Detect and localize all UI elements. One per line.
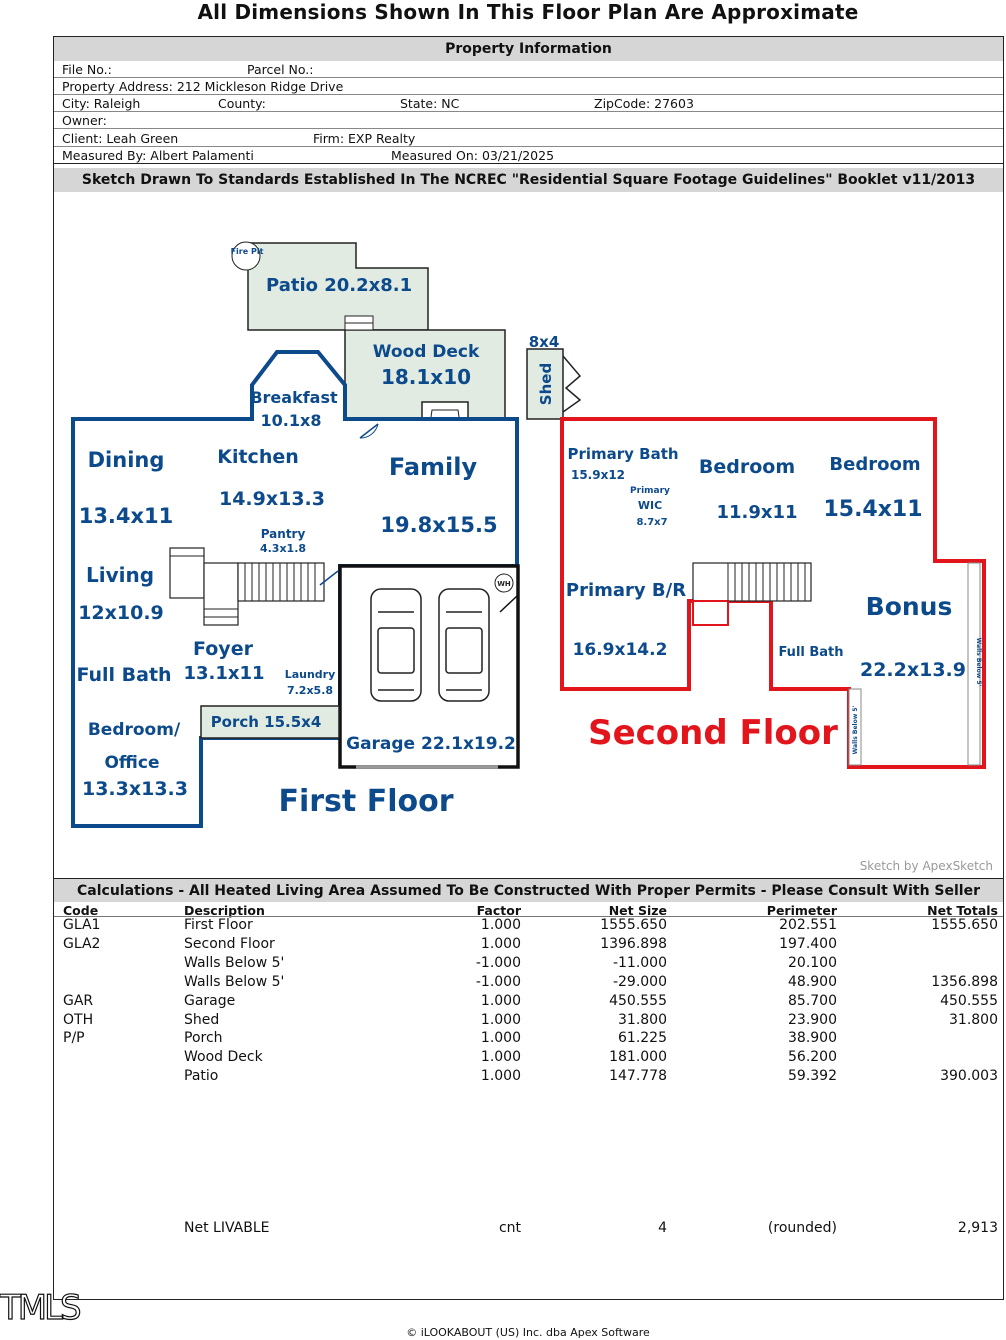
cell-code: GLA1 bbox=[63, 917, 101, 933]
cell-description: Shed bbox=[184, 1011, 220, 1028]
col-net-size: Net Size bbox=[608, 903, 667, 918]
cell-factor: 1.000 bbox=[480, 935, 521, 952]
bonus-size: 22.2x13.9 bbox=[859, 659, 967, 681]
info-row-owner bbox=[54, 112, 1003, 129]
cell-perimeter: 38.900 bbox=[788, 1030, 837, 1047]
laundry-size: 7.2x5.8 bbox=[286, 684, 334, 697]
wood-deck-label: Wood Deck bbox=[372, 342, 480, 362]
full-bath-label: Full Bath bbox=[76, 664, 172, 686]
second-floor-title: Second Floor bbox=[588, 713, 838, 753]
net-livable-factor: cnt bbox=[498, 1220, 521, 1236]
cell-net-size: 147.778 bbox=[609, 1068, 667, 1085]
cell-description: Second Floor bbox=[184, 935, 275, 952]
primary-bath-label: Primary Bath bbox=[567, 445, 679, 463]
primary-wic-label-2: WIC bbox=[637, 499, 663, 512]
measured-on: Measured On: 03/21/2025 bbox=[391, 148, 555, 163]
floor-plan-sketch bbox=[54, 192, 1003, 878]
cell-perimeter: 20.100 bbox=[788, 954, 837, 971]
foyer-size: 13.1x11 bbox=[183, 663, 265, 684]
second-full-bath-label: Full Bath bbox=[778, 645, 844, 660]
cell-net-total: 1555.650 bbox=[931, 917, 998, 933]
cell-factor: 1.000 bbox=[480, 1011, 521, 1028]
living-label: Living bbox=[85, 563, 155, 587]
cell-perimeter: 23.900 bbox=[788, 1011, 837, 1028]
client: Client: Leah Green bbox=[62, 131, 179, 146]
laundry-label: Laundry bbox=[284, 668, 336, 681]
dining-label: Dining bbox=[87, 448, 165, 472]
info-row-measured bbox=[54, 147, 1003, 164]
measured-by: Measured By: Albert Palamenti bbox=[62, 148, 254, 163]
cell-net-total: 1356.898 bbox=[931, 973, 998, 990]
cell-net-total: 31.800 bbox=[949, 1011, 998, 1028]
cell-perimeter: 85.700 bbox=[788, 992, 837, 1009]
car-icon-left bbox=[371, 589, 421, 701]
porch-label: Porch 15.5x4 bbox=[210, 713, 322, 731]
cell-net-size: 1555.650 bbox=[600, 917, 667, 933]
owner: Owner: bbox=[62, 113, 107, 128]
primary-br-label: Primary B/R bbox=[565, 580, 687, 601]
col-description: Description bbox=[184, 903, 265, 918]
mls-logo: TMLS bbox=[0, 1288, 79, 1328]
bonus-label: Bonus bbox=[865, 592, 953, 621]
shed-size: 8x4 bbox=[528, 333, 560, 351]
cell-net-size: 61.225 bbox=[618, 1030, 667, 1047]
city: City: Raleigh bbox=[62, 96, 141, 111]
firm: Firm: EXP Realty bbox=[313, 131, 416, 146]
first-floor-title: First Floor bbox=[278, 784, 454, 819]
fire-pit-label: Fire Pit bbox=[230, 247, 264, 256]
sketch-credit: Sketch by ApexSketch bbox=[859, 859, 993, 873]
cell-perimeter: 56.200 bbox=[788, 1049, 837, 1066]
family-label: Family bbox=[388, 453, 478, 481]
cell-factor: 1.000 bbox=[480, 1068, 521, 1085]
cell-code: OTH bbox=[63, 1011, 94, 1028]
cell-net-total: 390.003 bbox=[940, 1068, 998, 1085]
bedroom-office-label-2: Office bbox=[104, 753, 160, 773]
info-row-address bbox=[54, 78, 1003, 95]
shed-door bbox=[563, 356, 580, 412]
patio-label: Patio 20.2x8.1 bbox=[266, 275, 413, 296]
cell-factor: 1.000 bbox=[480, 1049, 521, 1066]
cell-description: Walls Below 5' bbox=[184, 954, 285, 971]
cell-net-size: 181.000 bbox=[609, 1049, 667, 1066]
net-livable-count: 4 bbox=[658, 1220, 667, 1236]
cell-net-size: -29.000 bbox=[612, 973, 667, 990]
info-row-city bbox=[54, 95, 1003, 112]
net-livable-label: Net LIVABLE bbox=[184, 1220, 270, 1236]
primary-wic-size: 8.7x7 bbox=[636, 517, 668, 528]
dining-size: 13.4x11 bbox=[78, 504, 174, 528]
bedroom-b-size: 15.4x11 bbox=[823, 497, 923, 522]
cell-perimeter: 48.900 bbox=[788, 973, 837, 990]
col-net-totals: Net Totals bbox=[927, 903, 998, 918]
walls-below-label-a: Walls Below 5' bbox=[975, 637, 982, 687]
col-factor: Factor bbox=[476, 903, 521, 918]
family-size: 19.8x15.5 bbox=[380, 513, 498, 537]
cell-net-size: 31.800 bbox=[618, 1011, 667, 1028]
cell-perimeter: 202.551 bbox=[779, 917, 837, 933]
cell-net-size: 1396.898 bbox=[600, 935, 667, 952]
walls-below-label-b: Walls Below 5' bbox=[852, 705, 859, 755]
file-no: File No.: bbox=[62, 62, 112, 77]
wood-deck-size: 18.1x10 bbox=[380, 365, 472, 389]
col-perimeter: Perimeter bbox=[766, 903, 837, 918]
property-info-header: Property Information bbox=[54, 37, 1003, 61]
kitchen-label: Kitchen bbox=[217, 446, 299, 468]
living-size: 12x10.9 bbox=[78, 602, 164, 624]
cell-factor: 1.000 bbox=[480, 992, 521, 1009]
county: County: bbox=[218, 96, 266, 111]
cell-net-total: 450.555 bbox=[940, 992, 998, 1009]
parcel-no: Parcel No.: bbox=[247, 62, 314, 77]
cell-factor: -1.000 bbox=[475, 954, 521, 971]
calculations-header: Calculations - All Heated Living Area Assumed To Be Constructed With Proper Permits - Please Consult With Seller bbox=[54, 878, 1003, 902]
cell-factor: -1.000 bbox=[475, 973, 521, 990]
first-floor-stairs bbox=[238, 563, 324, 601]
property-address: Property Address: 212 Mickleson Ridge Drive bbox=[62, 79, 344, 94]
page-title: All Dimensions Shown In This Floor Plan Are Approximate bbox=[197, 0, 859, 24]
shed-label: Shed bbox=[537, 362, 555, 406]
pantry-label: Pantry bbox=[260, 527, 306, 541]
bedroom-office-size: 13.3x13.3 bbox=[81, 778, 189, 800]
primary-bath-size: 15.9x12 bbox=[570, 468, 626, 482]
bedroom-a-size: 11.9x11 bbox=[716, 502, 798, 523]
garage-label: Garage 22.1x19.2 bbox=[346, 734, 516, 754]
cell-code: GAR bbox=[63, 992, 94, 1009]
cell-perimeter: 197.400 bbox=[779, 935, 837, 952]
foyer-label: Foyer bbox=[193, 638, 253, 660]
cell-factor: 1.000 bbox=[480, 1030, 521, 1047]
bedroom-b-label: Bedroom bbox=[829, 454, 921, 475]
pantry-size: 4.3x1.8 bbox=[259, 542, 307, 555]
cell-perimeter: 59.392 bbox=[788, 1068, 837, 1085]
cell-description: Garage bbox=[184, 992, 236, 1009]
standards-header: Sketch Drawn To Standards Established In The NCREC "Residential Square Footage Guidelines" Booklet v11/2013 bbox=[54, 168, 1003, 192]
cell-net-size: -11.000 bbox=[612, 954, 667, 971]
bedroom-a-label: Bedroom bbox=[698, 456, 796, 478]
breakfast-size: 10.1x8 bbox=[260, 411, 322, 430]
state: State: NC bbox=[400, 96, 460, 111]
breakfast-label: Breakfast bbox=[250, 388, 338, 407]
bedroom-office-label: Bedroom/ bbox=[87, 720, 181, 740]
cell-code: GLA2 bbox=[63, 935, 101, 952]
col-code: Code bbox=[63, 903, 99, 918]
car-icon-right bbox=[439, 589, 489, 701]
cell-net-size: 450.555 bbox=[609, 992, 667, 1009]
primary-wic-label: Primary bbox=[630, 486, 670, 496]
net-livable-rounded: (rounded) bbox=[767, 1220, 837, 1236]
cell-description: Porch bbox=[184, 1030, 223, 1047]
cell-factor: 1.000 bbox=[480, 917, 521, 933]
info-row-file bbox=[54, 61, 1003, 78]
cell-description: First Floor bbox=[184, 917, 253, 933]
cell-code: P/P bbox=[63, 1030, 85, 1047]
kitchen-size: 14.9x13.3 bbox=[218, 488, 326, 510]
second-floor-stairs bbox=[693, 563, 811, 601]
primary-br-size: 16.9x14.2 bbox=[572, 640, 668, 660]
wh-label: WH bbox=[497, 580, 511, 588]
zipcode: ZipCode: 27603 bbox=[594, 96, 694, 111]
cell-description: Walls Below 5' bbox=[184, 973, 285, 990]
cell-description: Wood Deck bbox=[184, 1049, 263, 1066]
info-row-client bbox=[54, 130, 1003, 147]
copyright: © iLOOKABOUT (US) Inc. dba Apex Software bbox=[406, 1326, 650, 1339]
net-livable-total: 2,913 bbox=[957, 1220, 998, 1236]
cell-description: Patio bbox=[184, 1068, 219, 1085]
